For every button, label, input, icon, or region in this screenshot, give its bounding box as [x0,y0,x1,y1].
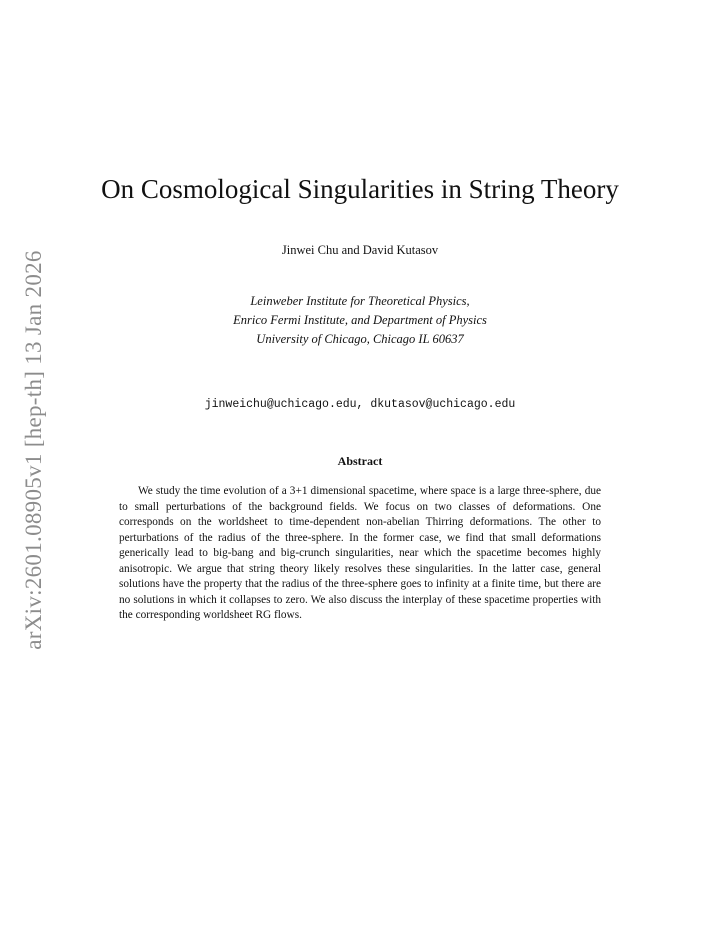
author-affiliation [0,292,720,349]
affiliation-line: Enrico Fermi Institute, and Department of Physics [233,313,487,327]
affiliation-line: University of Chicago, Chicago IL 60637 [256,332,464,346]
paper-authors: Jinwei Chu and David Kutasov [281,243,439,257]
affiliation-line: Leinweber Institute for Theoretical Physics, [250,294,470,308]
paper-title: On Cosmological Singularities in String Theory [101,174,619,204]
abstract-body: We study the time evolution of a 3+1 dimensional spacetime, where space is a large three-sphere, due to small perturbations of the background fields. We focus on two classes of deformations. One corresponds on the worldsheet to time-dependent non-abelian Thirring deformations. The other to perturbations of the radius of the three-sphere. In the former case, we find that small deformations generically lead to big-bang and big-crunch singularities, near which the spacetime becomes highly anisotropic. We argue that string theory likely resolves these singularities. In the latter case, general solutions have the property that the radius of the three-sphere goes to infinity at a finite time, but there are no solutions in which it collapses to zero. We also discuss the interplay of these spacetime properties with the corresponding worldsheet RG flows. [119,485,601,621]
author-emails: jinweichu@uchicago.edu, dkutasov@uchicago.edu [204,398,516,411]
arxiv-identifier-stamp: arXiv:2601.08905v1 [hep-th] 13 Jan 2026 [21,250,46,650]
abstract-heading: Abstract [337,454,383,468]
